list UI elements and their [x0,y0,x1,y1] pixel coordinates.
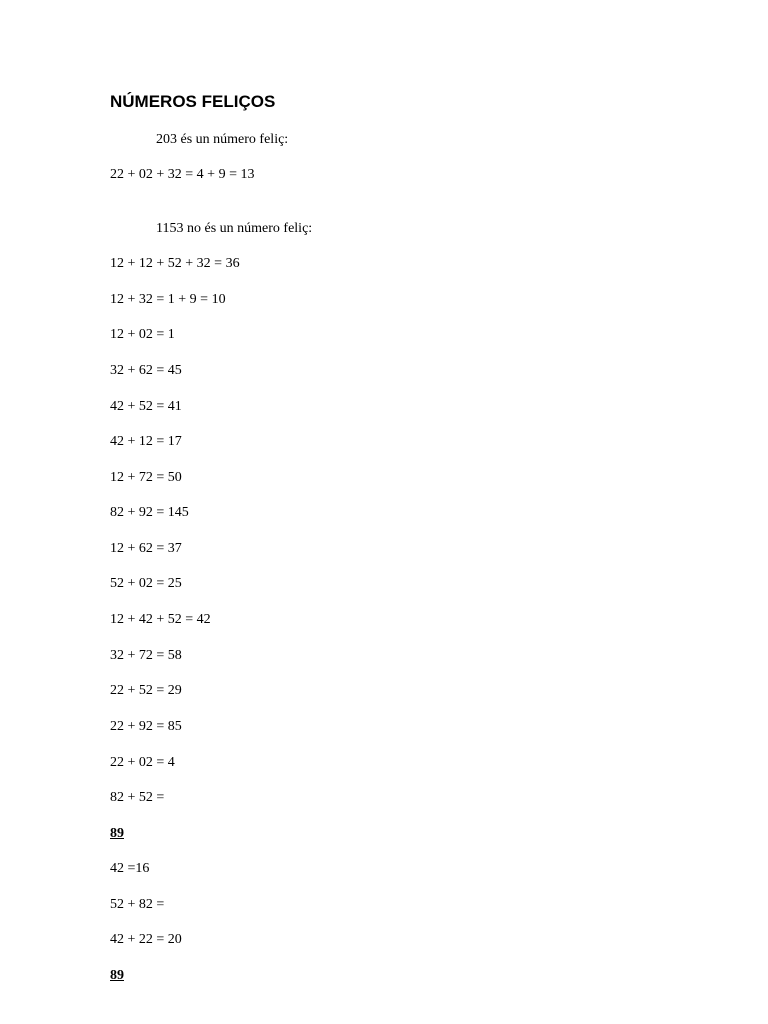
example2-step: 12 + 02 = 1 [110,327,175,342]
document-title: NÚMEROS FELIÇOS [110,92,276,111]
example2-step: 12 + 62 = 37 [110,541,182,556]
example2-step: 32 + 62 = 45 [110,363,182,378]
example2-step: 12 + 12 + 52 + 32 = 36 [110,256,240,271]
example2-step: 42 + 12 = 17 [110,434,182,449]
cycle-result: 89 [110,826,124,841]
example2-step: 32 + 72 = 58 [110,648,182,663]
example2-step: 22 + 92 = 85 [110,719,182,734]
example2-step: 22 + 52 = 29 [110,683,182,698]
example2-step: 12 + 32 = 1 + 9 = 10 [110,292,226,307]
example2-step: 42 + 22 = 20 [110,932,182,947]
example2-step: 12 + 72 = 50 [110,470,182,485]
example2-step: 12 + 42 + 52 = 42 [110,612,211,627]
example2-step: 82 + 92 = 145 [110,505,189,520]
example2-step: 42 =16 [110,861,150,876]
example2-step: 52 + 02 = 25 [110,576,182,591]
example1-step: 22 + 02 + 32 = 4 + 9 = 13 [110,167,255,182]
example2-intro: 1153 no és un número feliç: [156,221,313,236]
example2-step: 82 + 52 = [110,790,165,805]
example1-intro: 203 és un número feliç: [156,132,289,147]
cycle-result: 89 [110,968,124,983]
example2-step: 22 + 02 = 4 [110,755,175,770]
example2-step: 42 + 52 = 41 [110,399,182,414]
example2-step: 52 + 82 = [110,897,165,912]
